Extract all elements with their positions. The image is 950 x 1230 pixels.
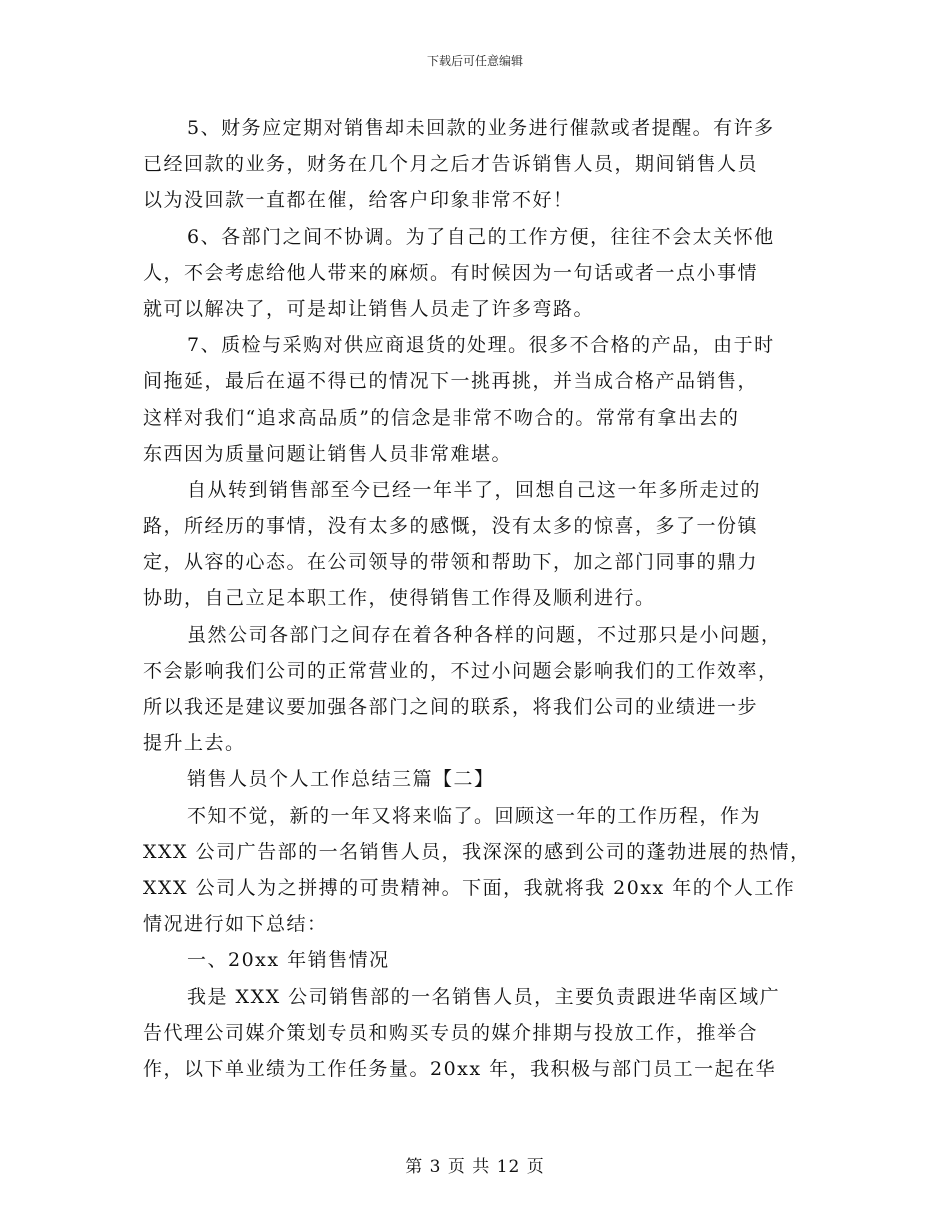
text-line: 所以我还是建议要加强各部门之间的联系，将我们公司的业绩进一步: [143, 696, 759, 718]
text-line: 自从转到销售部至今已经一年半了，回想自己这一年多所走过的: [187, 478, 762, 501]
text-line: 一、20xx 年销售情况: [187, 949, 390, 972]
text-line: 路，所经历的事情，没有太多的感慨，没有太多的惊喜，多了一份镇: [143, 515, 759, 538]
text-line: 已经回款的业务，财务在几个月之后才告诉销售人员，期间销售人员: [143, 153, 759, 176]
document-body: [143, 110, 823, 1087]
text-line: 销售人员个人工作总结三篇【二】: [187, 768, 495, 791]
text-line: 7、质检与采购对供应商退货的处理。很多不合格的产品，由于时: [187, 334, 775, 357]
text-line: 6、各部门之间不协调。为了自己的工作方便，往往不会太关怀他: [187, 225, 775, 248]
text-line: XXX 公司人为之拼搏的可贵精神。下面，我就将我 20xx 年的个人工作: [143, 876, 796, 899]
text-line: 就可以解决了，可是却让销售人员走了许多弯路。: [143, 297, 595, 320]
text-line: 我是 XXX 公司销售部的一名销售人员，主要负责跟进华南区域广: [187, 985, 781, 1008]
page-footer: 第 3 页 共 12 页: [405, 1157, 545, 1177]
text-line: 这样对我们“追求高品质”的信念是非常不吻合的。常常有拿出去的: [143, 406, 740, 429]
text-line: 不会影响我们公司的正常营业的，不过小问题会影响我们的工作效率，: [143, 659, 779, 682]
text-line: 告代理公司媒介策划专员和购买专员的媒介排期与投放工作，推举合: [143, 1021, 759, 1044]
text-line: 虽然公司各部门之间存在着各种各样的问题，不过那只是小问题，: [187, 623, 782, 646]
page-header: 下载后可任意编辑: [426, 54, 523, 68]
text-line: 人，不会考虑给他人带来的麻烦。有时候因为一句话或者一点小事情: [143, 261, 759, 284]
text-line: 间拖延，最后在逼不得已的情况下一挑再挑，并当成合格产品销售，: [143, 370, 759, 393]
text-line: 协助，自己立足本职工作，使得销售工作得及顺利进行。: [143, 587, 656, 610]
text-line: 东西因为质量问题让销售人员非常难堪。: [143, 442, 513, 465]
text-line: XXX 公司广告部的一名销售人员，我深深的感到公司的蓬勃进展的热情，: [143, 840, 811, 863]
text-line: 作，以下单业绩为工作任务量。20xx 年，我积极与部门员工一起在华: [143, 1057, 777, 1080]
text-line: 不知不觉，新的一年又将来临了。回顾这一年的工作历程，作为: [187, 804, 762, 827]
text-line: 以为没回款一直都在催，给客户印象非常不好！: [143, 189, 574, 212]
text-line: 定，从容的心态。在公司领导的带领和帮助下，加之部门同事的鼎力: [143, 551, 759, 574]
text-line: 情况进行如下总结：: [143, 913, 328, 936]
text-line: 5、财务应定期对销售却未回款的业务进行催款或者提醒。有许多: [187, 117, 775, 139]
text-line: 提升上去。: [143, 732, 246, 755]
